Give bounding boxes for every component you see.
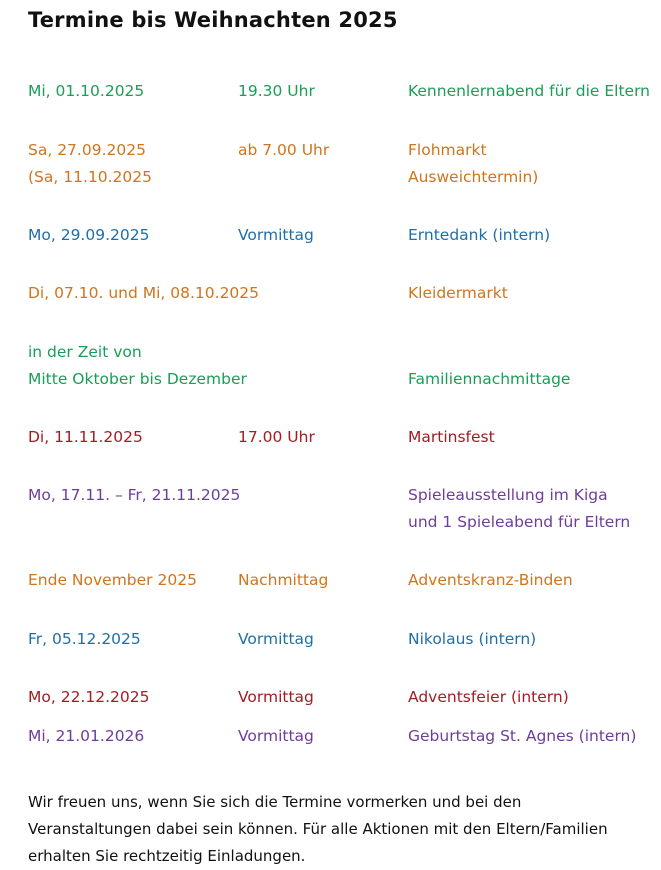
- event-date: Mo, 22.12.2025: [28, 688, 150, 706]
- event-date: in der Zeit von Mitte Oktober bis Dezember: [28, 343, 247, 388]
- footer-note: [28, 789, 648, 870]
- event-title: Kleidermarkt: [408, 284, 508, 302]
- event-date: Di, 11.11.2025: [28, 428, 143, 446]
- footer-line: Veranstaltungen dabei sein können. Für alle Aktionen mit den Eltern/Familien: [28, 820, 608, 838]
- event-title: Adventskranz-Binden: [408, 571, 573, 589]
- event-title: Geburtstag St. Agnes (intern): [408, 727, 637, 745]
- event-time: Vormittag: [238, 727, 314, 745]
- event-date: Mo, 17.11. – Fr, 21.11.2025: [28, 486, 241, 504]
- event-title: Erntedank (intern): [408, 226, 551, 244]
- event-title: Familiennachmittage: [408, 370, 571, 388]
- event-time: ab 7.00 Uhr: [238, 141, 330, 159]
- event-time: Vormittag: [238, 688, 314, 706]
- event-title: Adventsfeier (intern): [408, 688, 569, 706]
- event-date: Di, 07.10. und Mi, 08.10.2025: [28, 284, 260, 302]
- event-title: Nikolaus (intern): [408, 630, 537, 648]
- event-date: Sa, 27.09.2025 (Sa, 11.10.2025: [28, 141, 152, 186]
- event-time: Vormittag: [238, 630, 314, 648]
- event-time: 19.30 Uhr: [238, 82, 315, 100]
- event-date: Mi, 01.10.2025: [28, 82, 145, 100]
- footer-line: erhalten Sie rechtzeitig Einladungen.: [28, 847, 306, 865]
- event-title: Flohmarkt Ausweichtermin): [408, 141, 539, 186]
- event-date: Fr, 05.12.2025: [28, 630, 141, 648]
- footer-line: Wir freuen uns, wenn Sie sich die Termine vormerken und bei den: [28, 793, 522, 811]
- event-date: Ende November 2025: [28, 571, 197, 589]
- event-date: Mo, 29.09.2025: [28, 226, 150, 244]
- event-time: Vormittag: [238, 226, 314, 244]
- event-time: Nachmittag: [238, 571, 329, 589]
- page-title: Termine bis Weihnachten 2025: [28, 8, 398, 32]
- event-title: Spieleausstellung im Kiga und 1 Spieleabend für Eltern: [408, 486, 631, 531]
- event-title: Martinsfest: [408, 428, 495, 446]
- event-date: Mi, 21.01.2026: [28, 727, 145, 745]
- event-title: Kennenlernabend für die Eltern: [408, 82, 650, 100]
- event-time: 17.00 Uhr: [238, 428, 315, 446]
